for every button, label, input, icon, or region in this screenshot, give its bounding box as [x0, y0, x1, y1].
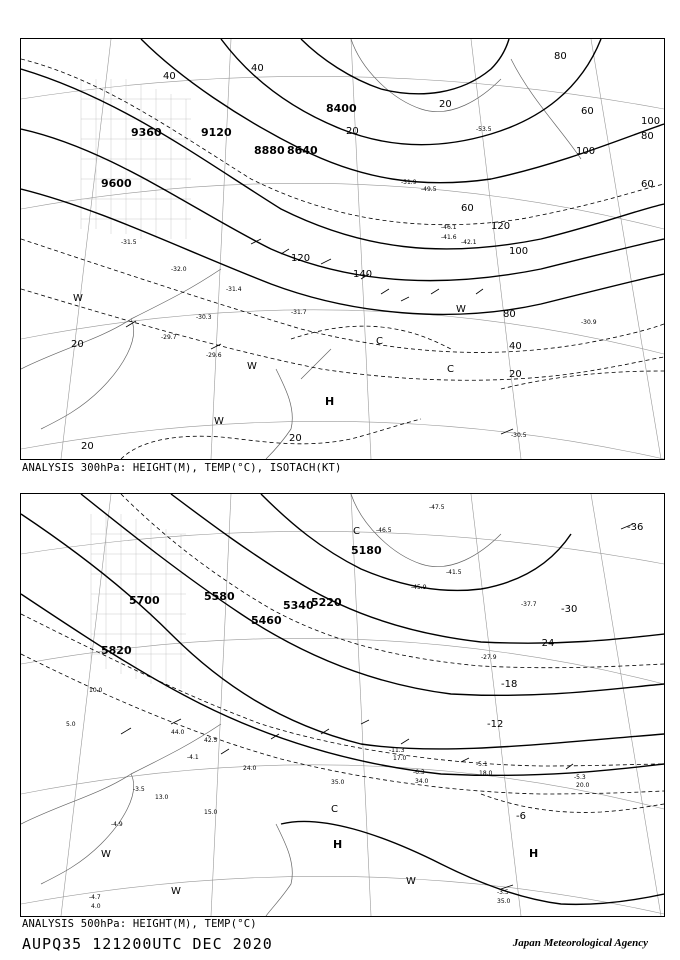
height-label: 9360	[131, 126, 162, 139]
temp-contour-label: -18	[501, 679, 518, 690]
temp-label: -30.5	[511, 432, 527, 439]
temp-label: -31.4	[226, 286, 242, 293]
map-500hpa	[20, 493, 665, 917]
dewpoint-label: 15.0	[204, 809, 218, 816]
dewpoint-label: 10.0	[89, 687, 103, 694]
dewpoint-label: 20.0	[576, 782, 590, 789]
center-cold: C	[447, 364, 454, 375]
isotach-label: 80	[503, 309, 516, 320]
isotach-label: 20	[81, 441, 94, 452]
height-label: 8400	[326, 102, 357, 115]
temp-label: -5.3	[574, 774, 586, 781]
isotach-label: 40	[163, 71, 176, 82]
height-label: 9120	[201, 126, 232, 139]
height-labels	[101, 544, 382, 657]
height-label: 5460	[251, 614, 282, 627]
temp-label: -31.5	[121, 239, 137, 246]
center-high: H	[333, 838, 343, 851]
height-label: 5220	[311, 596, 342, 609]
temp-label: -3.5	[497, 889, 509, 896]
temp-label: -41.6	[441, 234, 457, 241]
dewpoint-label: 42.5	[204, 737, 218, 744]
temp-label: -41.5	[446, 569, 462, 576]
isotach-label: 120	[291, 253, 311, 264]
center-warm: W	[73, 293, 83, 304]
temp-label: -51.9	[401, 179, 417, 186]
temp-label: -49.5	[421, 186, 437, 193]
dewpoint-label: 24.0	[243, 765, 257, 772]
center-high: H	[529, 847, 539, 860]
center-warm: W	[214, 416, 224, 427]
isotach-label: 20	[71, 339, 84, 350]
isotach-label: 100	[576, 146, 596, 157]
isotach-label: 60	[461, 203, 474, 214]
isotach-label: 20	[346, 126, 359, 137]
temp-label: -37.7	[521, 601, 537, 608]
chart-identifier: AUPQ35 121200UTC DEC 2020	[22, 935, 273, 953]
height-label: 5180	[351, 544, 382, 557]
isotach-label: 80	[641, 131, 654, 142]
isotach-labels	[71, 51, 660, 452]
height-label: 8880	[254, 144, 285, 157]
isotach-label: 140	[353, 269, 373, 280]
temp-label: -4.1	[187, 754, 199, 761]
temp-contour-labels	[487, 522, 643, 822]
temp-label: -29.6	[206, 352, 222, 359]
temp-label: -46.5	[376, 527, 392, 534]
isotach-label: 60	[581, 106, 594, 117]
graticule	[21, 494, 664, 916]
temp-label: -4.7	[89, 894, 101, 901]
temp-label: -53.5	[476, 126, 492, 133]
isotach-label: 40	[251, 63, 264, 74]
center-high: H	[325, 395, 335, 408]
center-cold: C	[331, 804, 338, 815]
temp-contour-label: -30	[561, 604, 578, 615]
temp-label: -31.7	[291, 309, 307, 316]
center-warm: W	[171, 886, 181, 897]
temp-label: -32.0	[171, 266, 187, 273]
dewpoint-label: 35.0	[497, 898, 511, 905]
caption-300hpa: ANALYSIS 300hPa: HEIGHT(M), TEMP(°C), ISOTACH(KT)	[22, 462, 342, 474]
map-500hpa-canvas	[21, 494, 664, 916]
height-label: 5580	[204, 590, 235, 603]
height-label: 9600	[101, 177, 132, 190]
isotach-label: 120	[491, 221, 511, 232]
dewpoint-label: 18.0	[479, 770, 493, 777]
center-warm: W	[406, 876, 416, 887]
isotach-label: 80	[554, 51, 567, 62]
center-cold: C	[376, 336, 383, 347]
wind-barbs	[121, 524, 633, 889]
isotach-label: 100	[641, 116, 661, 127]
center-warm: W	[247, 361, 257, 372]
temp-label: -6.3	[413, 769, 425, 776]
temp-labels	[121, 126, 597, 439]
temp-contour-label: -12	[487, 719, 504, 730]
temp-contour-label: -24	[538, 638, 555, 649]
temp-label: -5.1	[476, 761, 488, 768]
height-label: 5340	[283, 599, 314, 612]
isotach-label: 60	[641, 179, 654, 190]
temp-label: -11.3	[389, 747, 405, 754]
temp-label: -27.9	[481, 654, 497, 661]
height-label: 5820	[101, 644, 132, 657]
isotach-label: 100	[509, 246, 529, 257]
pressure-centers	[101, 526, 538, 897]
center-warm: W	[456, 304, 466, 315]
isotach-label: 40	[509, 341, 522, 352]
temp-label: -42.1	[461, 239, 477, 246]
isotach-label: 20	[289, 433, 302, 444]
temp-label: -4.9	[111, 821, 123, 828]
isotach-label: 20	[509, 369, 522, 380]
temp-label: -3.5	[133, 786, 145, 793]
caption-500hpa: ANALYSIS 500hPa: HEIGHT(M), TEMP(°C)	[22, 918, 257, 930]
temp-label: -45.9	[411, 584, 427, 591]
isotach-label: 20	[439, 99, 452, 110]
dewpoint-label: 5.0	[66, 721, 76, 728]
temp-label: -46.1	[441, 224, 457, 231]
dewpoint-label: 17.0	[393, 755, 407, 762]
temp-label: -30.3	[196, 314, 212, 321]
agency-name: Japan Meteorological Agency	[512, 937, 648, 949]
jet-hatching	[81, 79, 191, 239]
dewpoint-label: 35.0	[331, 779, 345, 786]
height-label: 5700	[129, 594, 160, 607]
temp-contour-label: -6	[516, 811, 526, 822]
temp-contour-label: -36	[627, 522, 644, 533]
dewpoint-label: 13.0	[155, 794, 169, 801]
map-300hpa	[20, 38, 665, 460]
map-300hpa-canvas	[21, 39, 664, 459]
dewpoint-label: 44.0	[171, 729, 185, 736]
dewpoint-label: 34.0	[415, 778, 429, 785]
dewpoint-label: 4.0	[91, 903, 101, 910]
temp-label: -29.7	[161, 334, 177, 341]
temp-label: -30.9	[581, 319, 597, 326]
height-label: 8640	[287, 144, 318, 157]
temp-label: -47.5	[429, 504, 445, 511]
center-cold: C	[353, 526, 360, 537]
center-warm: W	[101, 849, 111, 860]
